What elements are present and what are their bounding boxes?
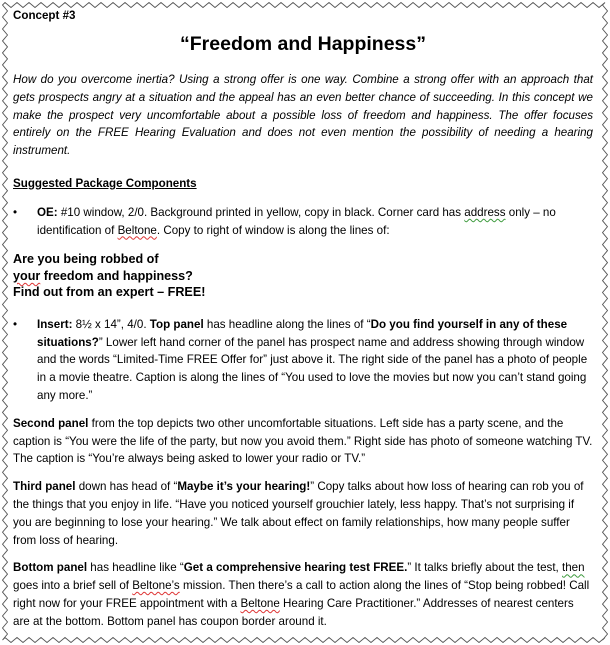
third-panel-text-2: ” Copy talks about how loss of hearing can rob you of the things that you enjoy in life. “Have you noticed yourself grouchier lately, less happy. That’s not surprising if you are beginning to lose your hearing.” We talk about effect on family relationships, how many people suffer from loss of hearing.	[13, 480, 584, 547]
bottom-panel-text-1: has headline like “	[87, 561, 184, 575]
oe-text-2: only – no identification of	[37, 205, 556, 237]
bottom-panel-text-4: mission. Then there’s a call to action along the lines of “Stop being robbed! Call right now for your FREE appointment with a	[13, 579, 590, 611]
insert-headline: Do you find yourself in any of these situations?	[37, 317, 568, 349]
insert-text-3: ” Lower left hand corner of the panel has prospect name and address showing through window and the words “Limited-Time FREE Offer for” just above it. The right side of the panel has a photo of people in a movie theatre. Caption is along the lines of “You used to love the movies but now you can’t stand going any more.”	[37, 335, 588, 403]
insert-text-1: 8½ x 14”, 4/0.	[72, 317, 150, 331]
second-panel-text: from the top depicts two other uncomfortable situations. Left side has a party scene, and the caption is “You were the life of the party, but now you avoid them.” Right side has photo of someone watching TV. The caption is “You’re always being asked to lower your radio or TV.”	[13, 416, 593, 466]
insert-text	[37, 316, 593, 405]
third-panel-label: Third panel	[13, 480, 76, 494]
concept-label: Concept #3	[13, 9, 76, 22]
oe-text-3: . Copy to right of window is along the lines of:	[156, 223, 390, 237]
second-panel-label: Second panel	[13, 416, 89, 430]
second-panel-paragraph	[13, 415, 593, 468]
bottom-panel-beltones-word: Beltone’s	[132, 579, 180, 593]
intro-paragraph: How do you overcome inertia? Using a strong offer is one way. Combine a strong offer with an approach that gets prospects angry at a situation and the appeal has an even better chance of succeeding. In this concept we make the prospect very uncomfortable about a possible loss of freedom and happiness. The offer focuses entirely on the FREE Hearing Evaluation and does not even mention the possibility of needing a hearing instrument.	[13, 73, 593, 158]
bullet-symbol: •	[13, 205, 18, 219]
oe-address-word: address	[464, 205, 506, 219]
bottom-panel-then-word: then	[562, 561, 585, 575]
bottom-panel-paragraph	[13, 559, 593, 630]
bottom-panel-beltone-word: Beltone	[240, 597, 280, 611]
oe-headline-line1: Are you being robbed of	[13, 252, 159, 267]
insert-label: Insert:	[37, 317, 73, 331]
oe-headline	[13, 251, 593, 301]
oe-label: OE:	[37, 205, 58, 219]
page-title: “Freedom and Happiness”	[180, 33, 426, 55]
document-body	[13, 9, 593, 631]
oe-headline-line3: Find out from an expert – FREE!	[13, 285, 206, 300]
insert-top-panel: Top panel	[149, 317, 204, 331]
insert-text-2: has headline along the lines of “	[203, 317, 371, 331]
section-heading: Suggested Package Components	[13, 176, 197, 190]
bottom-panel-text-3: goes into a brief sell of	[13, 579, 133, 593]
third-panel-head: Maybe it’s your hearing!	[177, 480, 311, 494]
bottom-panel-label: Bottom panel	[13, 561, 88, 575]
oe-headline-line2	[13, 268, 593, 285]
bottom-panel-text-5: Hearing Care Practitioner.” Addresses of nearest centers are at the bottom. Bottom panel has coupon border around it.	[13, 597, 574, 628]
bottom-panel-text-2: ” It talks briefly about the test,	[407, 561, 562, 575]
oe-headline-your: your	[13, 268, 41, 283]
bottom-panel-headline: Get a comprehensive hearing test FREE.	[183, 561, 408, 575]
third-panel-text-1: down has head of “	[75, 480, 178, 494]
oe-beltone-word: Beltone	[117, 223, 157, 237]
oe-headline-line2-rest: freedom and happiness?	[40, 268, 193, 283]
oe-text-1: #10 window, 2/0. Background printed in yellow, copy in black. Corner card has	[57, 205, 465, 219]
bullet-oe	[13, 204, 593, 240]
bullet-symbol: •	[13, 317, 18, 331]
third-panel-paragraph	[13, 478, 593, 549]
bullet-insert	[13, 316, 593, 405]
oe-text	[37, 204, 593, 240]
